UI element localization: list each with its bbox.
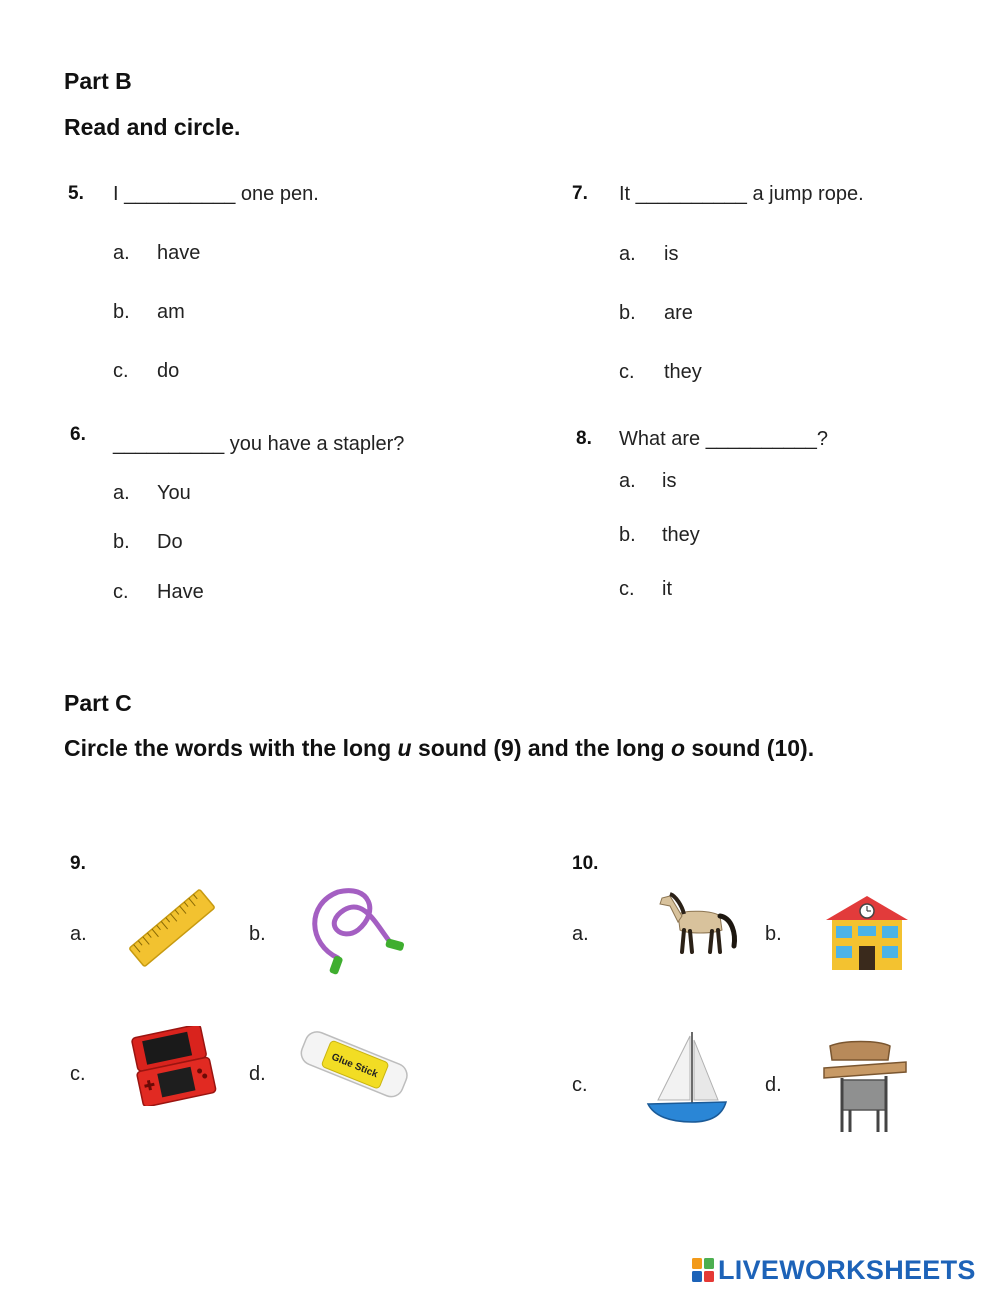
q8-option-b[interactable]: they bbox=[662, 524, 700, 546]
q7-option-c[interactable]: they bbox=[664, 361, 702, 383]
glue-stick-picture[interactable] bbox=[294, 1024, 418, 1106]
q5-option-b[interactable]: am bbox=[157, 301, 185, 323]
question-5-text: I __________ one pen. bbox=[113, 183, 319, 205]
part-c-instruction-o: o bbox=[670, 735, 686, 761]
ruler-picture[interactable] bbox=[122, 882, 222, 974]
q8-option-b-letter: b. bbox=[619, 524, 636, 546]
q7-option-b-letter: b. bbox=[619, 302, 636, 324]
part-c-instruction-text-3: sound (10). bbox=[685, 735, 815, 761]
q5-option-a-letter: a. bbox=[113, 242, 130, 264]
question-6-number: 6. bbox=[70, 424, 86, 445]
q7-option-c-letter: c. bbox=[619, 361, 635, 383]
question-10-number: 10. bbox=[572, 853, 599, 874]
q10-item-c-letter: c. bbox=[572, 1074, 588, 1096]
ruler-body bbox=[129, 889, 215, 967]
part-b-instruction: Read and circle. bbox=[64, 114, 241, 140]
desk-top bbox=[824, 1062, 906, 1078]
part-b-title: Part B bbox=[64, 68, 132, 94]
school-picture[interactable] bbox=[824, 894, 910, 972]
rope-handle-right bbox=[385, 938, 405, 951]
q7-option-b[interactable]: are bbox=[664, 302, 693, 324]
question-6-text: __________ you have a stapler? bbox=[113, 433, 405, 455]
q8-option-a-letter: a. bbox=[619, 470, 636, 492]
horse-picture[interactable] bbox=[656, 884, 744, 958]
desk-body bbox=[842, 1080, 886, 1110]
q10-item-a-letter: a. bbox=[572, 923, 589, 945]
question-5-number: 5. bbox=[68, 183, 84, 204]
sailboat-sail-left bbox=[658, 1036, 690, 1100]
part-c-title: Part C bbox=[64, 690, 132, 716]
q6-option-a-letter: a. bbox=[113, 482, 130, 504]
jump-rope-picture[interactable] bbox=[298, 884, 410, 978]
q5-option-b-letter: b. bbox=[113, 301, 130, 323]
game-console-picture[interactable] bbox=[126, 1026, 224, 1106]
q9-item-c-letter: c. bbox=[70, 1063, 86, 1085]
q9-item-d-letter: d. bbox=[249, 1063, 266, 1085]
rope bbox=[315, 891, 390, 958]
question-7-text: It __________ a jump rope. bbox=[619, 183, 864, 205]
q8-option-a[interactable]: is bbox=[662, 470, 677, 492]
q5-option-a[interactable]: have bbox=[157, 242, 201, 264]
question-9-number: 9. bbox=[70, 853, 86, 874]
horse-tail bbox=[720, 916, 734, 946]
desk-chair-back bbox=[830, 1042, 890, 1061]
question-7-number: 7. bbox=[572, 183, 588, 204]
q7-option-a[interactable]: is bbox=[664, 243, 679, 265]
q8-option-c[interactable]: it bbox=[662, 578, 672, 600]
liveworksheets-wordmark: LIVEWORKSHEETS bbox=[718, 1254, 976, 1285]
part-c-instruction-text-2: sound (9) and the long bbox=[411, 735, 671, 761]
q7-option-a-letter: a. bbox=[619, 243, 636, 265]
part-c-instruction-text-1: Circle the words with the long bbox=[64, 735, 398, 761]
part-c-instruction bbox=[64, 735, 814, 762]
part-c-instruction-u: u bbox=[397, 735, 412, 761]
q5-option-c-letter: c. bbox=[113, 360, 129, 382]
liveworksheets-logo-mark bbox=[692, 1258, 714, 1282]
q6-option-a[interactable]: You bbox=[157, 482, 191, 504]
q9-item-a-letter: a. bbox=[70, 923, 87, 945]
q10-item-d-letter: d. bbox=[765, 1074, 782, 1096]
sailboat-sail-right bbox=[694, 1040, 718, 1100]
question-8-text: What are __________? bbox=[619, 428, 829, 450]
school-door bbox=[859, 946, 875, 970]
sailboat-picture[interactable] bbox=[644, 1030, 730, 1126]
q6-option-c[interactable]: Have bbox=[157, 581, 204, 603]
glue-stick-label-text: Glue Stick bbox=[329, 1051, 380, 1081]
q10-item-b-letter: b. bbox=[765, 923, 782, 945]
question-8-number: 8. bbox=[576, 428, 592, 449]
q6-option-b-letter: b. bbox=[113, 531, 130, 553]
rope-handle-left bbox=[329, 955, 344, 975]
q9-item-b-letter: b. bbox=[249, 923, 266, 945]
liveworksheets-logo[interactable] bbox=[692, 1255, 976, 1285]
q5-option-c[interactable]: do bbox=[157, 360, 180, 382]
sailboat-hull bbox=[648, 1102, 726, 1122]
q8-option-c-letter: c. bbox=[619, 578, 635, 600]
school-desk-picture[interactable] bbox=[820, 1038, 910, 1136]
q6-option-c-letter: c. bbox=[113, 581, 129, 603]
q6-option-b[interactable]: Do bbox=[157, 531, 183, 553]
